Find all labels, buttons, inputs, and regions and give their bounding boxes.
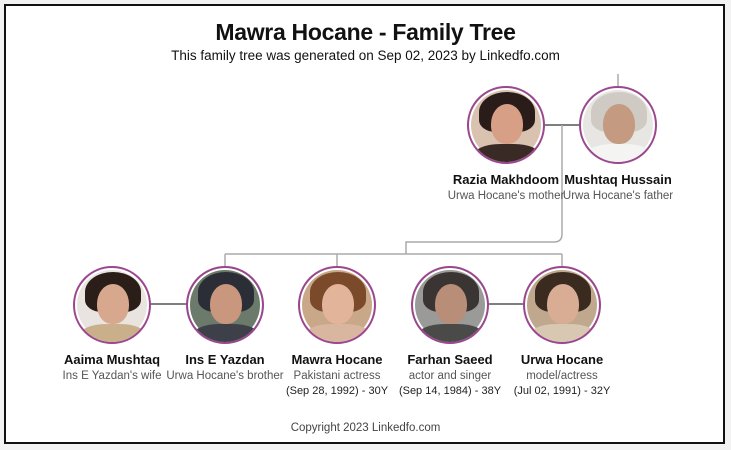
person-role: Urwa Hocane's father xyxy=(562,190,674,202)
person-role: Urwa Hocane's mother xyxy=(447,190,565,202)
person-role: Ins E Yazdan's wife xyxy=(62,370,162,382)
person-role: Urwa Hocane's brother xyxy=(166,370,284,382)
person-name: Aaima Mushtaq xyxy=(63,352,161,367)
page-title: Mawra Hocane - Family Tree xyxy=(215,19,516,45)
avatar[interactable] xyxy=(411,266,489,344)
person-name: Mawra Hocane xyxy=(291,352,383,367)
person-aaima-mushtaq[interactable] xyxy=(52,266,172,382)
person-name: Urwa Hocane xyxy=(520,352,604,367)
person-dates: (Jul 02, 1991) - 32Y xyxy=(513,385,611,397)
person-name: Ins E Yazdan xyxy=(185,352,265,367)
person-name: Mushtaq Hussain xyxy=(564,172,672,187)
person-dates: (Sep 14, 1984) - 38Y xyxy=(398,385,502,397)
person-razia-makhdoom[interactable] xyxy=(446,86,566,202)
person-name: Farhan Saeed xyxy=(407,352,493,367)
person-urwa-hocane[interactable] xyxy=(502,266,622,397)
person-farhan-saeed[interactable] xyxy=(390,266,510,397)
avatar[interactable] xyxy=(523,266,601,344)
avatar[interactable] xyxy=(467,86,545,164)
avatar[interactable] xyxy=(298,266,376,344)
person-name: Razia Makhdoom xyxy=(452,172,560,187)
page-subtitle: This family tree was generated on Sep 02, 2023 by Linkedfo.com xyxy=(171,48,560,63)
person-mawra-hocane[interactable] xyxy=(277,266,397,397)
person-ins-e-yazdan[interactable] xyxy=(165,266,285,382)
copyright-text: Copyright 2023 Linkedfo.com xyxy=(290,422,441,434)
person-dates: (Sep 28, 1992) - 30Y xyxy=(285,385,389,397)
person-role: model/actress xyxy=(526,370,598,382)
person-mushtaq-hussain[interactable] xyxy=(558,86,678,202)
person-role: Pakistani actress xyxy=(293,370,381,382)
avatar[interactable] xyxy=(186,266,264,344)
avatar[interactable] xyxy=(579,86,657,164)
person-role: actor and singer xyxy=(408,370,492,382)
avatar[interactable] xyxy=(73,266,151,344)
